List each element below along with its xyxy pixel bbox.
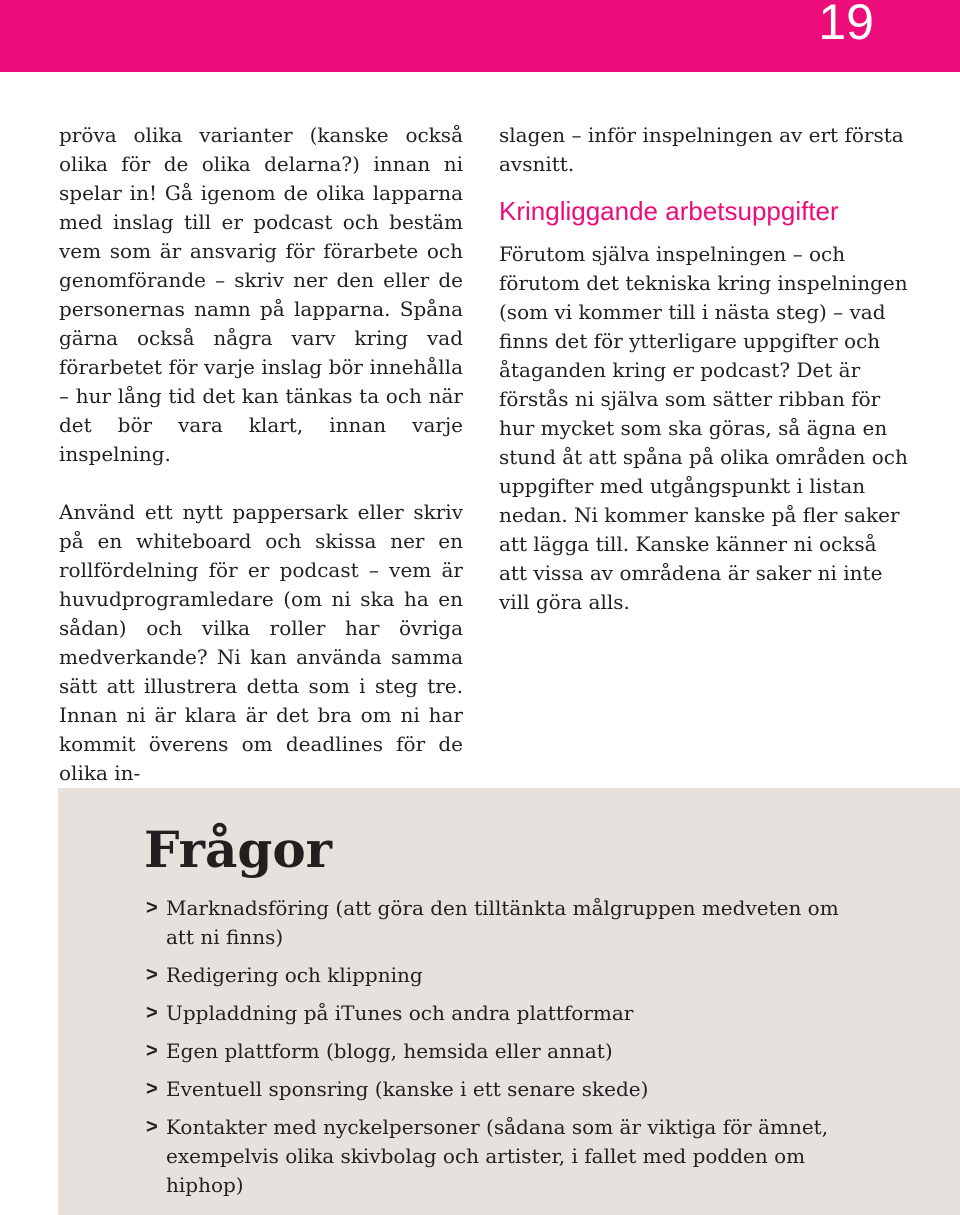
left-paragraph-1: pröva olika varianter (kanske också olika för de olika delarna?) innan ni spelar in! Gå igenom de olika lapparna med inslag till er podcast och bestäm vem som är ansvarig för förarbete och genomförande – skriv ner den eller de personernas namn på lapparna. Spåna gärna också några varv kring vad förarbetet för varje inslag bör innehålla – hur lång tid det kan tänkas ta och när det bör vara klart, innan varje inspelning. bbox=[59, 123, 463, 466]
section-heading: Kringliggande arbetsuppgifter bbox=[499, 196, 839, 226]
question-item bbox=[146, 1113, 866, 1200]
question-text: Uppladdning på iTunes och andra plattformar bbox=[166, 1001, 634, 1025]
left-column bbox=[59, 121, 463, 788]
question-item bbox=[146, 1037, 866, 1066]
header-bar bbox=[0, 0, 960, 72]
left-paragraph-2: Använd ett nytt pappersark eller skriv på en whiteboard och skissa ner en rollfördelning för er podcast – vem är huvudprogramledare (om ni ska ha en sådan) och vilka roller har övriga medverkande? Ni kan använda samma sätt att illustrera detta som i steg tre. Innan ni är klara är det bra om ni har kommit överens om deadlines för de olika in- bbox=[59, 500, 463, 785]
question-item bbox=[146, 961, 866, 990]
questions-box bbox=[58, 788, 960, 1215]
question-item bbox=[146, 1075, 866, 1104]
chevron-right-icon: > bbox=[146, 1116, 158, 1138]
questions-list bbox=[146, 894, 866, 1209]
question-text: Kontakter med nyckelpersoner (sådana som är viktiga för ämnet, exempelvis olika skivbolag och artister, i fallet med podden om hiphop) bbox=[166, 1115, 829, 1197]
page-number: 19 bbox=[818, 0, 874, 50]
question-text: Eventuell sponsring (kanske i ett senare skede) bbox=[166, 1077, 649, 1101]
question-item bbox=[146, 894, 866, 952]
chevron-right-icon: > bbox=[146, 1040, 158, 1062]
question-text: Redigering och klippning bbox=[166, 963, 423, 987]
right-paragraph: Förutom själva inspelningen – och förutom det tekniska kring inspelningen (som vi kommer till i nästa steg) – vad finns det för ytterligare uppgifter och åtaganden kring er podcast? Det är förstås ni själva som sätter ribban för hur mycket som ska göras, så ägna en stund åt att spåna på olika områden och uppgifter med utgångspunkt i listan nedan. Ni kommer kanske på fler saker att lägga till. Kanske känner ni också att vissa av områdena är saker ni inte vill göra alls. bbox=[499, 242, 908, 614]
right-continuation: slagen – inför inspelningen av ert första avsnitt. bbox=[499, 123, 904, 176]
question-text: Egen plattform (blogg, hemsida eller annat) bbox=[166, 1039, 613, 1063]
chevron-right-icon: > bbox=[146, 1002, 158, 1024]
chevron-right-icon: > bbox=[146, 1078, 158, 1100]
question-text: Marknadsföring (att göra den tilltänkta målgruppen medveten om att ni finns) bbox=[166, 896, 839, 949]
questions-title: Frågor bbox=[144, 820, 333, 879]
chevron-right-icon: > bbox=[146, 897, 158, 919]
question-item bbox=[146, 999, 866, 1028]
right-column bbox=[499, 121, 909, 617]
chevron-right-icon: > bbox=[146, 964, 158, 986]
